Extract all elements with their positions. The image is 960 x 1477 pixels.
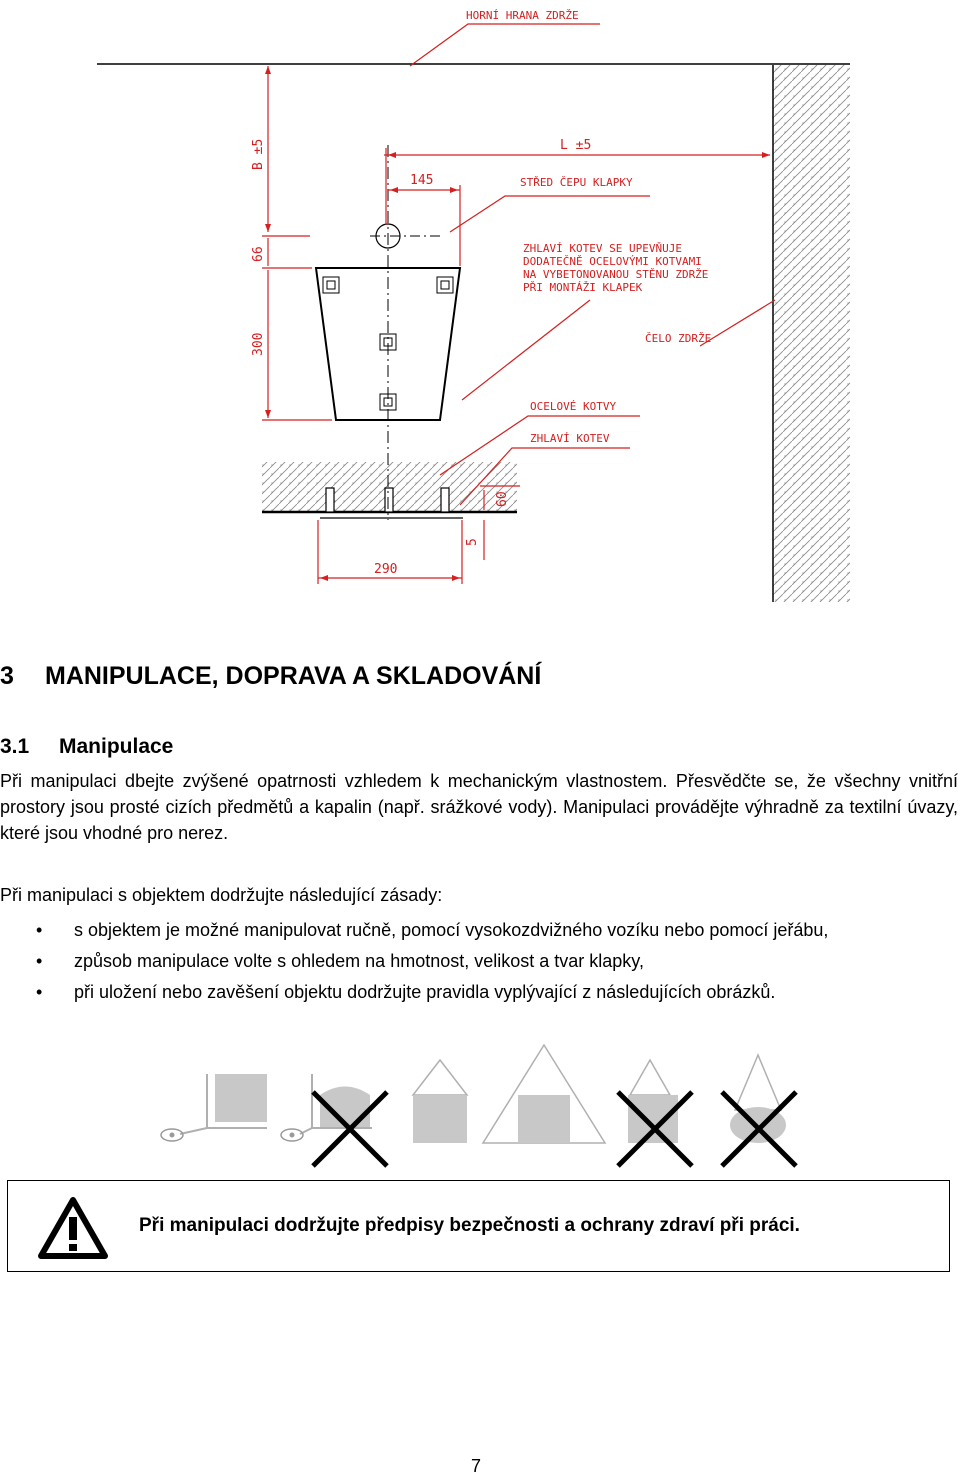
crane-wrong-round-pictogram: [722, 1055, 796, 1166]
label-note-3: NA VYBETONOVANOU STĚNU ZDRŽE: [523, 268, 709, 281]
label-dim-60: 60: [495, 491, 510, 507]
forklift-correct-pictogram: [161, 1074, 267, 1141]
list-item: • při uložení nebo zavěšení objektu dodržujte pravidla vyplývající z následujících obrázků.: [0, 977, 958, 1008]
section-heading: 3 MANIPULACE, DOPRAVA A SKLADOVÁNÍ: [0, 662, 542, 690]
label-note-4: PŘI MONTÁŽI KLAPEK: [523, 281, 643, 294]
crane-correct-pictogram: [413, 1060, 467, 1143]
label-note-1: ZHLAVÍ KOTEV SE UPEVŇUJE: [523, 242, 682, 255]
paragraph-handling-care: Při manipulaci dbejte zvýšené opatrnosti vzhledem k mechanickým vlastnostem. Přesvědčte se, že všechny vnitřní prostory jsou prosté cizích předmětů a kapalin (např. srážkové vody). Manipulaci provádějte výhradně za textilní úvazy, které jsou vhodné pro nerez.: [0, 771, 958, 843]
list-item: • s objektem je možné manipulovat ručně, pomocí vysokozdvižného vozíku nebo pomocí jeřábu,: [0, 915, 958, 946]
label-front-face: ČELO ZDRŽE: [645, 332, 712, 345]
label-dim-b: B ±5: [251, 138, 266, 170]
list-item: • způsob manipulace volte s ohledem na hmotnost, velikost a tvar klapky,: [0, 946, 958, 977]
label-dim-l: L ±5: [560, 138, 592, 153]
rules-list: [0, 915, 958, 1008]
wall-concrete: [773, 65, 850, 602]
forklift-wrong-pictogram: [281, 1074, 387, 1166]
safety-warning-text: Při manipulaci dodržujte předpisy bezpečnosti a ochrany zdraví při práci.: [139, 1215, 800, 1236]
label-top-edge: HORNÍ HRANA ZDRŽE: [466, 9, 579, 22]
label-dim-300: 300: [251, 332, 266, 356]
label-dim-290: 290: [374, 562, 398, 577]
handling-pictograms: [150, 1040, 810, 1170]
rules-intro: Při manipulaci s objektem dodržujte následující zásady:: [0, 885, 443, 905]
label-dim-66: 66: [251, 246, 266, 262]
label-anchor-head: ZHLAVÍ KOTEV: [530, 432, 610, 445]
label-dim-5: 5: [465, 538, 480, 546]
subsection-heading: 3.1 Manipulace: [0, 735, 174, 758]
warning-triangle-icon: [38, 1197, 108, 1259]
label-steel-anchors: OCELOVÉ KOTVY: [530, 400, 617, 413]
label-pivot-center: STŘED ČEPU KLAPKY: [520, 176, 633, 189]
label-note-2: DODATEČNĚ OCELOVÝMI KOTVAMI: [523, 255, 702, 268]
crane-correct-large-pictogram: [483, 1045, 605, 1143]
installation-drawing: [0, 0, 960, 610]
page-number: 7: [471, 1456, 482, 1476]
bullet: •: [36, 982, 43, 1002]
bullet: •: [36, 951, 43, 971]
safety-warning-box: [7, 1180, 950, 1272]
crane-wrong-pictogram: [618, 1060, 692, 1166]
bullet: •: [36, 920, 43, 940]
label-dim-145: 145: [410, 173, 434, 188]
